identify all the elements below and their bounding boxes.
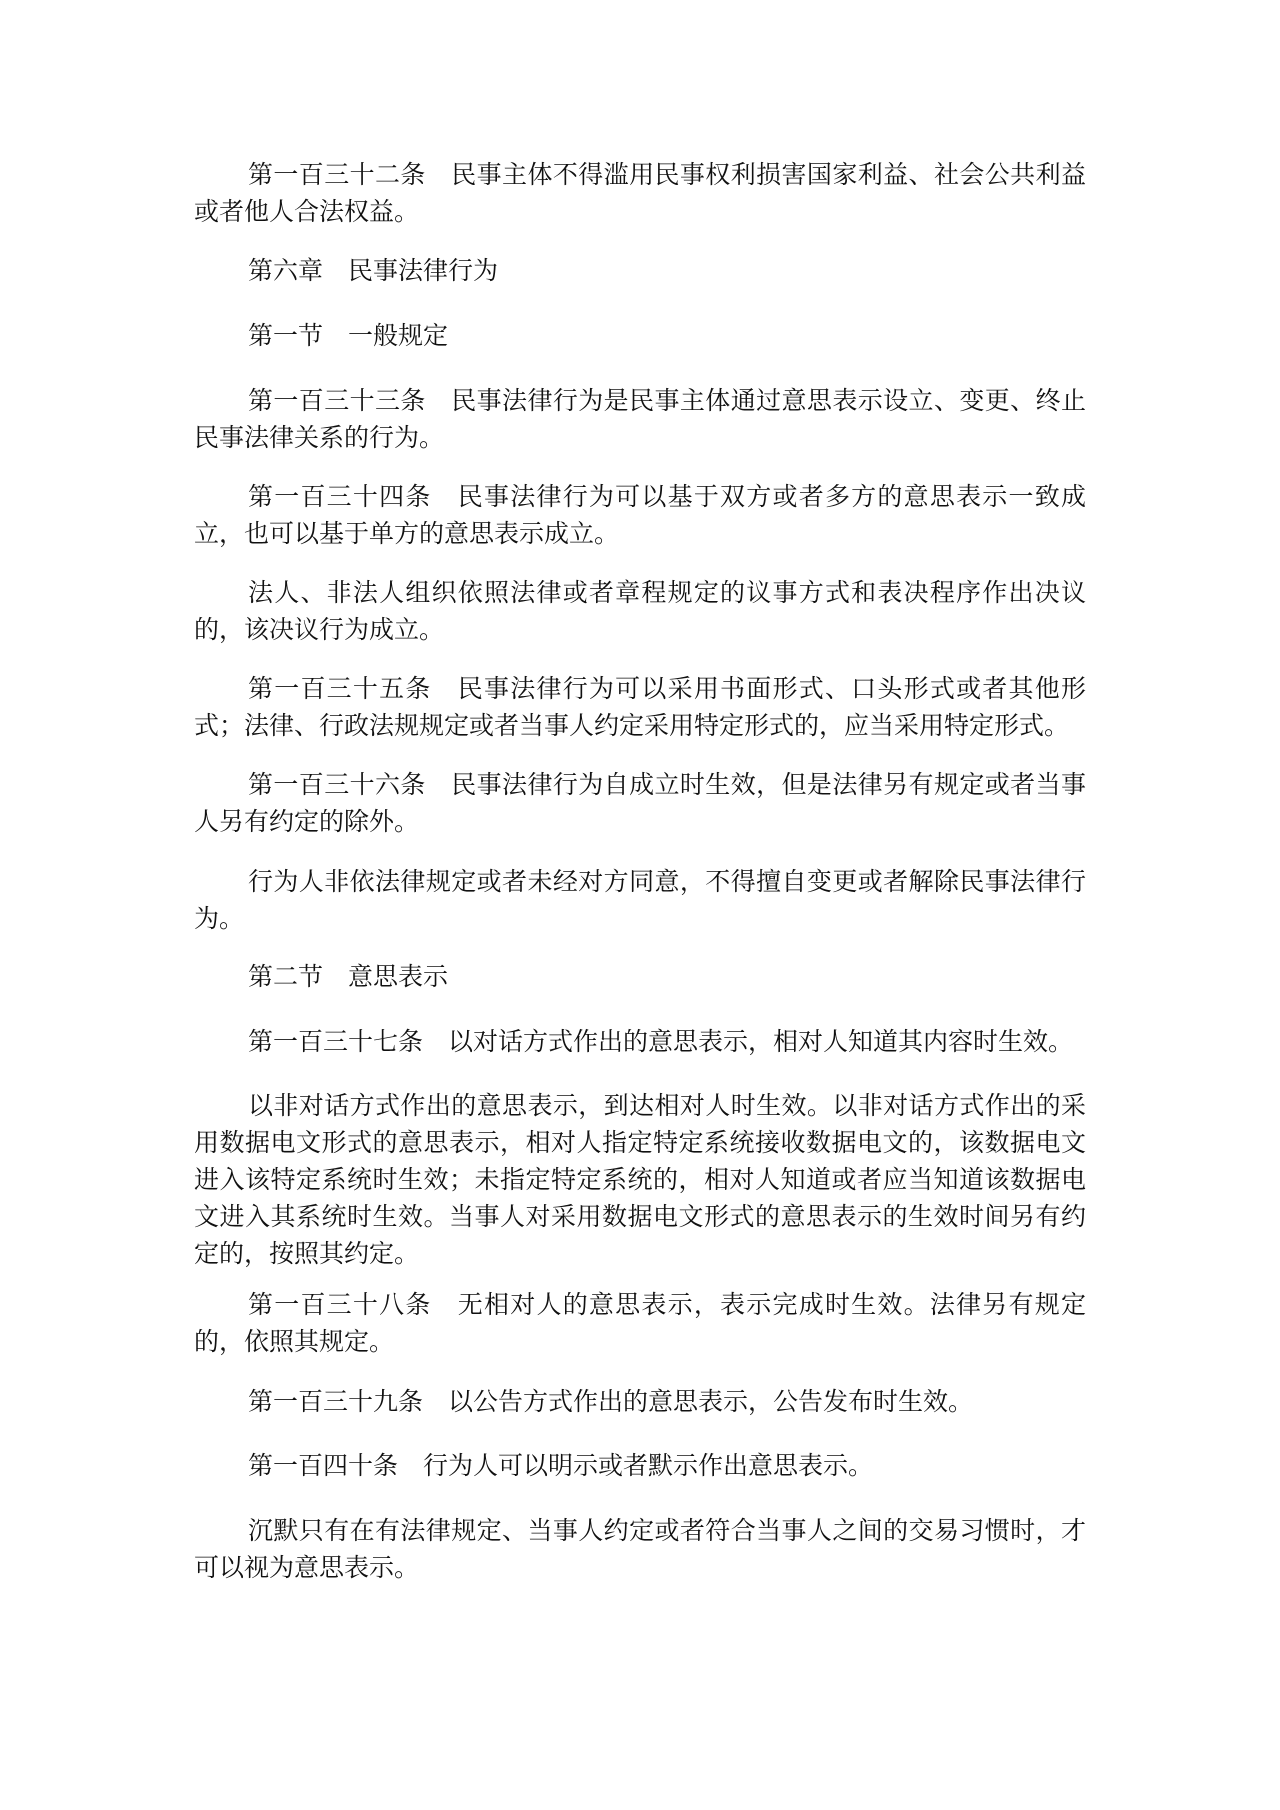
- article-140-paragraph-2: 沉默只有在有法律规定、当事人约定或者符合当事人之间的交易习惯时，才可以视为意思表示。: [194, 1516, 1086, 1582]
- article-137-paragraph-2: 以非对话方式作出的意思表示，到达相对人时生效。以非对话方式作出的采用数据电文形式的意思表示，相对人指定特定系统接收数据电文的，该数据电文进入该特定系统时生效；未指定特定系统的，相对人知道或者应当知道该数据电文进入其系统时生效。当事人对采用数据电文形式的意思表示的生效时间另有约定的，按照其约定。: [194, 1091, 1086, 1268]
- section-2-heading: 第二节 意思表示: [248, 962, 449, 991]
- article-137: 第一百三十七条 以对话方式作出的意思表示，相对人知道其内容时生效。: [248, 1027, 1074, 1056]
- article-136: 第一百三十六条 民事法律行为自成立时生效，但是法律另有规定或者当事人另有约定的除外。: [194, 770, 1086, 836]
- section-1-heading: 第一节 一般规定: [248, 321, 449, 350]
- article-139: 第一百三十九条 以公告方式作出的意思表示，公告发布时生效。: [248, 1387, 974, 1416]
- article-132: 第一百三十二条 民事主体不得滥用民事权利损害国家利益、社会公共利益或者他人合法权益。: [194, 160, 1086, 226]
- article-134-paragraph-2: 法人、非法人组织依照法律或者章程规定的议事方式和表决程序作出决议的，该决议行为成立。: [194, 578, 1086, 644]
- article-133: 第一百三十三条 民事法律行为是民事主体通过意思表示设立、变更、终止民事法律关系的行为。: [194, 386, 1086, 452]
- article-136-paragraph-2: 行为人非依法律规定或者未经对方同意，不得擅自变更或者解除民事法律行为。: [194, 867, 1086, 933]
- article-134: 第一百三十四条 民事法律行为可以基于双方或者多方的意思表示一致成立，也可以基于单方的意思表示成立。: [194, 482, 1086, 548]
- chapter-6-heading: 第六章 民事法律行为: [248, 256, 499, 285]
- article-135: 第一百三十五条 民事法律行为可以采用书面形式、口头形式或者其他形式；法律、行政法规规定或者当事人约定采用特定形式的，应当采用特定形式。: [194, 674, 1086, 740]
- article-140: 第一百四十条 行为人可以明示或者默示作出意思表示。: [248, 1451, 874, 1480]
- article-138: 第一百三十八条 无相对人的意思表示，表示完成时生效。法律另有规定的，依照其规定。: [194, 1290, 1086, 1356]
